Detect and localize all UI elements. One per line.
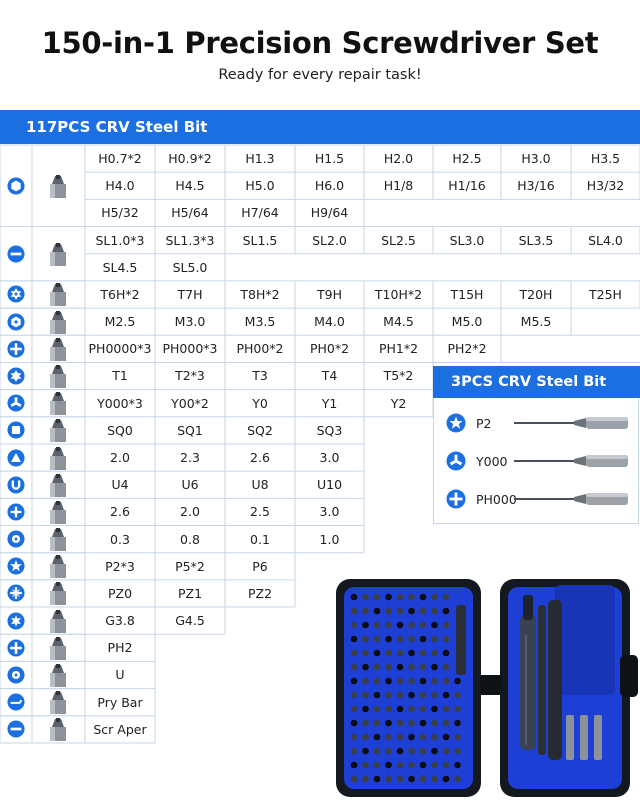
page-title: 150-in-1 Precision Screwdriver Set (41, 26, 599, 60)
pentalobe-icon (446, 413, 466, 433)
bit-size-cell: H2.5 (452, 151, 482, 166)
bit-size-cell: 2.6 (110, 504, 130, 520)
bit-tip-holder (45, 609, 71, 638)
bit-size-cell: PZ1 (177, 585, 203, 601)
bit-tip-image (45, 636, 71, 660)
bit-type-icon-holder (7, 394, 25, 417)
bit-size-cell: Y2 (390, 395, 407, 411)
bit-tip-image (45, 609, 71, 633)
bit-tip-image (45, 554, 71, 578)
bit-tip-holder (45, 473, 71, 502)
bit-tip-holder (45, 554, 71, 583)
bit-tip-holder (45, 581, 71, 610)
bit-size-cell: H0.7*2 (98, 151, 142, 166)
pry-bar-icon (7, 693, 25, 711)
bit-size-cell: 1.0 (319, 531, 340, 547)
triangle-icon (7, 449, 25, 467)
bit-size-cell: SL4.0 (588, 232, 623, 248)
bit-size-cell: 2.0 (110, 449, 130, 465)
bit-type-icon-holder (7, 421, 25, 444)
bit-size-cell: 2.0 (180, 504, 200, 520)
bit-size-cell: Y000*3 (97, 395, 143, 411)
bit-size-cell: H3/32 (586, 178, 625, 194)
bit-size-cell: PH2 (107, 640, 133, 656)
bit-size-cell: Y00*2 (171, 395, 209, 411)
pozidriv-icon (7, 584, 25, 602)
bit-size-cell: T15H (450, 286, 484, 302)
ring-icon (7, 666, 25, 684)
bit-size-cell: T20H (519, 286, 553, 302)
bit-size-cell: H3.0 (521, 151, 551, 166)
bit-tip-image (45, 418, 71, 442)
bit-section-banner: 117PCS CRV Steel Bit (0, 110, 640, 144)
bit-size-cell: 0.3 (110, 531, 130, 547)
bit-tip-image (45, 364, 71, 388)
bit-size-cell: P5*2 (175, 558, 205, 574)
page-subtitle: Ready for every repair task! (218, 67, 422, 83)
bit-size-cell: SL2.0 (312, 232, 347, 248)
bit-size-cell: PZ0 (107, 585, 133, 601)
bit-size-cell: M4.0 (314, 314, 345, 330)
bit-tip-holder (45, 527, 71, 556)
bit-size-cell: SQ1 (177, 422, 203, 438)
bit-type-icon-holder (7, 530, 25, 553)
bit-type-icon-holder (7, 476, 25, 499)
bit-size-cell: M3.5 (244, 314, 276, 330)
extra-bit-label: P2 (476, 416, 492, 431)
bit-tip-holder (45, 174, 71, 203)
slotted-icon (7, 245, 25, 263)
phillips-icon (7, 340, 25, 358)
bit-size-cell: Scr Aper (93, 721, 147, 737)
bit-tip-image (45, 282, 71, 306)
bit-size-cell: U6 (181, 477, 199, 493)
bit-size-cell: Y1 (321, 395, 338, 411)
bit-size-cell: M4.5 (383, 314, 414, 330)
bit-size-cell: H1/8 (383, 178, 414, 194)
bit-size-cell: Pry Bar (97, 694, 143, 710)
bit-type-icon-holder (7, 285, 25, 308)
bit-tip-holder (45, 690, 71, 719)
bit-tip-image (45, 337, 71, 361)
bit-size-cell: P6 (252, 558, 268, 574)
bit-type-icon-holder (7, 666, 25, 689)
bit-size-cell: H6.0 (314, 178, 345, 194)
extra-bits-title: 3PCS CRV Steel Bit (433, 366, 640, 398)
bit-tip-image (45, 690, 71, 714)
bit-size-cell: PH00*2 (236, 341, 284, 357)
bit-size-cell: T3 (252, 368, 268, 384)
bit-size-cell: M5.0 (451, 314, 483, 330)
bit-size-cell: H3/16 (517, 178, 555, 194)
bit-type-icon-holder (7, 313, 25, 336)
security-hex-icon (7, 313, 25, 331)
bit-size-cell: H5/64 (171, 205, 209, 221)
bit-size-cell: SL1.3*3 (165, 232, 215, 248)
bit-size-cell: 2.3 (180, 449, 200, 465)
bit-size-cell: M3.0 (174, 314, 206, 330)
bit-type-icon-holder (7, 720, 25, 743)
bit-type-icon-holder (7, 584, 25, 607)
extra-bit-image (514, 453, 630, 469)
bit-tip-image (45, 310, 71, 334)
bit-type-icon-holder (7, 612, 25, 635)
phillips-icon (446, 489, 466, 509)
bit-size-cell: SQ3 (316, 422, 343, 438)
bit-size-cell: SL1.0*3 (95, 232, 145, 248)
bit-size-cell: 2.6 (250, 449, 270, 465)
bit-size-cell: H9/64 (310, 205, 349, 221)
bit-size-cell: T9H (317, 286, 342, 302)
bit-size-cell: H7/64 (241, 205, 279, 221)
bit-size-cell: H1.3 (245, 151, 275, 166)
extra-bit-label: Y000 (476, 454, 508, 469)
bit-size-cell: G3.8 (105, 613, 135, 629)
bit-tip-holder (45, 337, 71, 366)
bit-size-cell: Y0 (252, 395, 268, 411)
bit-size-cell: T4 (321, 368, 338, 384)
gear-star-icon (7, 612, 25, 630)
bit-size-cell: 0.1 (250, 531, 270, 547)
u-shape-icon (7, 476, 25, 494)
phillips-icon (7, 639, 25, 657)
bit-tip-image (45, 391, 71, 415)
bit-tip-holder (45, 636, 71, 665)
cross-plus-icon (7, 503, 25, 521)
bit-tip-holder (45, 663, 71, 692)
bit-tip-holder (45, 500, 71, 529)
bit-tip-holder (45, 282, 71, 311)
extra-bit-icon-holder (446, 489, 466, 514)
tri-wing-icon (446, 451, 466, 471)
bit-size-cell: H5/32 (101, 205, 139, 221)
bit-size-cell: U (115, 667, 125, 683)
bit-tip-image (45, 663, 71, 687)
bit-size-cell: SL2.5 (381, 232, 416, 248)
bit-size-cell: P2*3 (105, 558, 135, 574)
bit-tip-image (45, 242, 71, 266)
bit-size-cell: PH000*3 (162, 341, 218, 357)
bit-size-cell: U8 (251, 477, 269, 493)
bit-size-cell: U10 (316, 477, 343, 493)
bit-tip-holder (45, 310, 71, 339)
bit-size-cell: 2.5 (250, 504, 270, 520)
square-icon (7, 421, 25, 439)
bit-size-cell: T6H*2 (100, 286, 140, 302)
bit-size-cell: T8H*2 (240, 286, 280, 302)
bit-type-icon-holder (7, 693, 25, 716)
bit-size-cell: SQ0 (107, 422, 133, 438)
extra-bit-image (514, 491, 630, 507)
bit-size-cell: H4.0 (105, 178, 135, 194)
bit-size-cell: SL4.5 (102, 259, 138, 275)
bit-tip-holder (45, 364, 71, 393)
bit-size-cell: H4.5 (175, 178, 205, 194)
bit-tip-image (45, 473, 71, 497)
bit-size-cell: M2.5 (104, 314, 136, 330)
extra-bit-icon-holder (446, 451, 466, 476)
bit-tip-holder (45, 418, 71, 447)
bit-tip-image (45, 446, 71, 470)
bit-size-cell: 3.0 (319, 504, 340, 520)
bit-size-cell: G4.5 (175, 613, 205, 629)
pentalobe-icon (7, 557, 25, 575)
tri-wing-icon (7, 394, 25, 412)
bit-size-cell: T10H*2 (374, 286, 423, 302)
bit-size-cell: T1 (112, 368, 128, 384)
bit-size-cell: SL3.0 (449, 232, 485, 248)
bit-tip-image (45, 527, 71, 551)
bit-size-cell: H3.5 (590, 151, 621, 166)
bit-size-cell: T25H (589, 286, 622, 302)
bit-tip-holder (45, 717, 71, 746)
bit-size-cell: H5.0 (245, 178, 275, 194)
slotted-icon (7, 720, 25, 738)
extra-bit-image (514, 415, 630, 431)
extra-bit-label: PH000 (476, 492, 517, 507)
bit-size-cell: H1/16 (448, 178, 486, 194)
bit-tip-image (45, 717, 71, 741)
bit-tip-image (45, 500, 71, 524)
bit-size-cell: PH2*2 (447, 341, 487, 357)
bit-type-icon-holder (7, 503, 25, 526)
bit-size-cell: H1.5 (314, 151, 345, 166)
bit-tip-holder (45, 242, 71, 271)
bit-size-cell: SL3.5 (518, 232, 554, 248)
ring-icon (7, 530, 25, 548)
bit-type-icon-holder (7, 245, 25, 268)
bit-type-icon-holder (7, 340, 25, 363)
bit-size-cell: SL1.5 (242, 232, 278, 248)
bit-size-cell: PH0*2 (309, 341, 350, 357)
bit-size-cell: H2.0 (383, 151, 414, 166)
bit-size-cell: SQ2 (247, 422, 273, 438)
bit-size-cell: 3.0 (319, 449, 340, 465)
screwdriver-case-image (330, 575, 640, 800)
bit-size-cell: SL5.0 (172, 259, 208, 275)
bit-size-cell: T2*3 (175, 368, 205, 384)
bit-size-cell: U4 (111, 477, 129, 493)
bit-type-icon-holder (7, 449, 25, 472)
torx-security-icon (7, 285, 25, 303)
bit-type-icon-holder (7, 557, 25, 580)
bit-size-cell: H0.9*2 (168, 151, 212, 166)
bit-tip-image (45, 581, 71, 605)
bit-size-cell: M5.5 (520, 314, 552, 330)
bit-size-cell: PH1*2 (378, 341, 419, 357)
bit-size-cell: PH0000*3 (88, 341, 152, 357)
bit-type-icon-holder (7, 639, 25, 662)
bit-size-cell: T5*2 (383, 368, 414, 384)
hex-icon (7, 177, 25, 195)
bit-type-icon-holder (7, 367, 25, 390)
extra-bit-icon-holder (446, 413, 466, 438)
bit-size-cell: T7H (177, 286, 203, 302)
torx-icon (7, 367, 25, 385)
bit-tip-image (45, 174, 71, 198)
bit-size-cell: PZ2 (247, 585, 273, 601)
bit-tip-holder (45, 446, 71, 475)
bit-tip-holder (45, 391, 71, 420)
bit-size-cell: 0.8 (180, 531, 200, 547)
bit-type-icon-holder (7, 177, 25, 200)
